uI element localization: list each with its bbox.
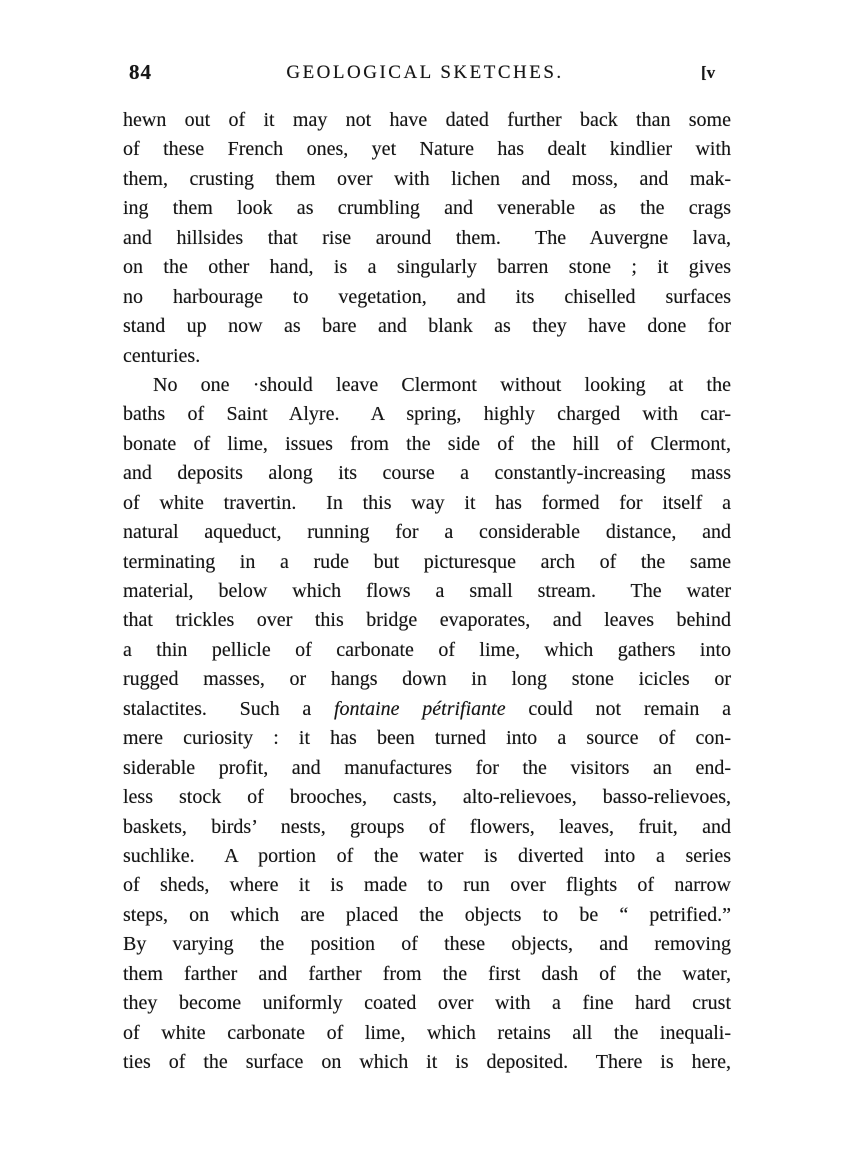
page-header [0, 60, 850, 90]
edge-mark: [v [701, 63, 716, 82]
text-line: hewn out of it may not have dated further back than some [123, 109, 731, 131]
text-line: of sheds, where it is made to run over flights of narrow [123, 874, 731, 897]
text-line: and deposits along its course a constantly-increasing mass [123, 462, 731, 485]
text-line: them farther and farther from the first dash of the water, [123, 962, 731, 985]
text-line: and hillsides that rise around them. The Auvergne lava, [123, 226, 731, 249]
text-line: baths of Saint Alyre. A spring, highly charged with car- [123, 403, 731, 426]
text-line: a thin pellicle of carbonate of lime, which gathers into [123, 638, 731, 661]
text-line: of white travertin. In this way it has formed for itself a [123, 491, 731, 514]
text-line: of these French ones, yet Nature has dealt kindlier with [123, 138, 731, 161]
text-line: stand up now as bare and blank as they have done for [123, 315, 731, 338]
text-line: mere curiosity : it has been turned into a source of con- [123, 727, 731, 750]
text-line: suchlike. A portion of the water is diverted into a series [123, 844, 731, 867]
running-title: GEOLOGICAL SKETCHES. [286, 62, 564, 83]
text-line: No one ·should leave Clermont without looking at the [153, 373, 731, 396]
text-line: terminating in a rude but picturesque arch of the same [123, 550, 731, 573]
text-line: siderable profit, and manufactures for the visitors an end- [123, 756, 731, 779]
text-line: on the other hand, is a singularly barren stone ; it gives [123, 256, 731, 279]
text-line: centuries. [123, 344, 201, 367]
text-line: By varying the position of these objects, and removing [123, 933, 731, 956]
text-line: that trickles over this bridge evaporates, and leaves behind [123, 609, 731, 632]
text-line: of white carbonate of lime, which retains all the inequali- [123, 1021, 731, 1044]
text-line: ties of the surface on which it is deposited. There is here, [123, 1051, 731, 1073]
text-line: them, crusting them over with lichen and moss, and mak- [123, 167, 731, 190]
text-line: steps, on which are placed the objects to be “ petrified.” [123, 903, 731, 926]
text-line: no harbourage to vegetation, and its chiselled surfaces [123, 285, 731, 308]
text-line: rugged masses, or hangs down in long stone icicles or [123, 668, 731, 691]
text-line: natural aqueduct, running for a considerable distance, and [123, 521, 731, 544]
text-block [123, 106, 731, 1077]
text-line: bonate of lime, issues from the side of the hill of Clermont, [123, 432, 731, 455]
text-line: material, below which flows a small stream. The water [123, 580, 731, 602]
page-number: 84 [129, 60, 152, 84]
text-line: ing them look as crumbling and venerable as the crags [123, 197, 731, 220]
text-line: stalactites. Such a fontaine pétrifiante could not remain a [123, 697, 731, 720]
text-line: less stock of brooches, casts, alto-relievoes, basso-relievoes, [123, 786, 731, 809]
text-line: they become uniformly coated over with a fine hard crust [123, 992, 731, 1015]
text-line: baskets, birds’ nests, groups of flowers, leaves, fruit, and [123, 815, 731, 838]
